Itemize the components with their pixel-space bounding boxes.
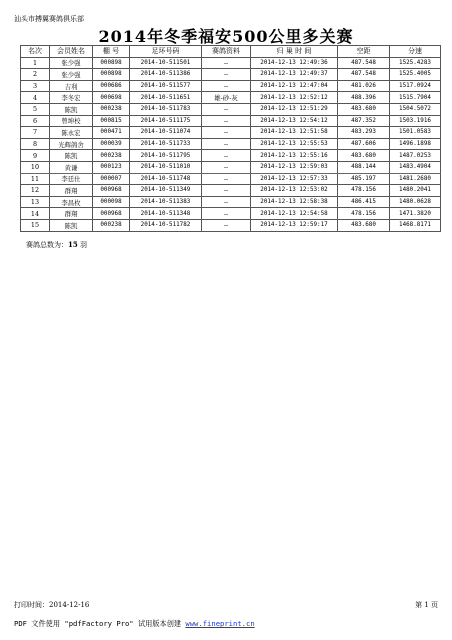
cell-ring: 2014-10-511386 bbox=[130, 69, 202, 81]
cell-arrival: 2014-12-13 12:55:16 bbox=[251, 150, 338, 162]
col-rank-header: 名次 bbox=[21, 46, 50, 58]
cell-member: 张少强 bbox=[50, 69, 93, 81]
cell-distance: 487.548 bbox=[338, 69, 390, 81]
table-header-row bbox=[21, 46, 441, 58]
table-row bbox=[21, 103, 441, 115]
cell-speed: 1481.2680 bbox=[390, 173, 441, 185]
page-title: 2014年冬季福安500公里多关赛 bbox=[98, 27, 354, 46]
cell-speed: 1504.5072 bbox=[390, 103, 441, 115]
cell-loft: 000098 bbox=[93, 196, 130, 208]
table-row bbox=[21, 80, 441, 92]
cell-distance: 478.156 bbox=[338, 185, 390, 197]
cell-arrival: 2014-12-13 12:53:02 bbox=[251, 185, 338, 197]
cell-arrival: 2014-12-13 12:55:53 bbox=[251, 138, 338, 150]
cell-member: 李廷仕 bbox=[50, 173, 93, 185]
cell-speed: 1487.0253 bbox=[390, 150, 441, 162]
cell-loft: 000968 bbox=[93, 185, 130, 197]
page-number: 第 1 页 bbox=[415, 601, 438, 609]
cell-distance: 483.293 bbox=[338, 127, 390, 139]
cell-rank: 3 bbox=[21, 80, 50, 92]
total-number: 15 bbox=[68, 240, 78, 249]
cell-pigeon-info: -- bbox=[202, 57, 251, 69]
cell-speed: 1480.2041 bbox=[390, 185, 441, 197]
cell-distance: 478.156 bbox=[338, 208, 390, 220]
cell-arrival: 2014-12-13 12:54:58 bbox=[251, 208, 338, 220]
cell-pigeon-info: -- bbox=[202, 138, 251, 150]
cell-speed: 1517.0924 bbox=[390, 80, 441, 92]
cell-ring: 2014-10-511348 bbox=[130, 208, 202, 220]
table-row bbox=[21, 208, 441, 220]
cell-distance: 487.606 bbox=[338, 138, 390, 150]
cell-rank: 4 bbox=[21, 92, 50, 104]
print-time: 打印时间：2014-12-16 bbox=[14, 601, 90, 609]
cell-member: 陈凯 bbox=[50, 150, 93, 162]
cell-member: 曾坤校 bbox=[50, 115, 93, 127]
cell-ring: 2014-10-511748 bbox=[130, 173, 202, 185]
cell-speed: 1525.4283 bbox=[390, 57, 441, 69]
cell-arrival: 2014-12-13 12:49:36 bbox=[251, 57, 338, 69]
cell-speed: 1468.8171 bbox=[390, 219, 441, 231]
cell-rank: 15 bbox=[21, 219, 50, 231]
club-name: 汕头市搏翼赛鸽俱乐部 bbox=[14, 15, 84, 23]
cell-pigeon-info: -- bbox=[202, 185, 251, 197]
cell-loft: 000686 bbox=[93, 80, 130, 92]
cell-rank: 10 bbox=[21, 161, 50, 173]
cell-pigeon-info: -- bbox=[202, 80, 251, 92]
cell-rank: 9 bbox=[21, 150, 50, 162]
table-row bbox=[21, 185, 441, 197]
cell-arrival: 2014-12-13 12:51:58 bbox=[251, 127, 338, 139]
cell-rank: 8 bbox=[21, 138, 50, 150]
cell-distance: 487.548 bbox=[338, 57, 390, 69]
cell-loft: 000471 bbox=[93, 127, 130, 139]
cell-arrival: 2014-12-13 12:51:29 bbox=[251, 103, 338, 115]
col-distance-header: 空距 bbox=[338, 46, 390, 58]
cell-arrival: 2014-12-13 12:47:04 bbox=[251, 80, 338, 92]
cell-distance: 486.415 bbox=[338, 196, 390, 208]
pdf-notice: PDF 文件使用 "pdfFactory Pro" 试用版本创建 bbox=[14, 619, 182, 628]
cell-speed: 1483.4904 bbox=[390, 161, 441, 173]
cell-distance: 483.680 bbox=[338, 150, 390, 162]
cell-rank: 14 bbox=[21, 208, 50, 220]
cell-speed: 1471.3820 bbox=[390, 208, 441, 220]
col-pigeon-info-header: 赛鸽资料 bbox=[202, 46, 251, 58]
cell-ring: 2014-10-511175 bbox=[130, 115, 202, 127]
cell-pigeon-info: -- bbox=[202, 103, 251, 115]
cell-distance: 483.680 bbox=[338, 219, 390, 231]
cell-ring: 2014-10-511074 bbox=[130, 127, 202, 139]
table-row bbox=[21, 219, 441, 231]
col-arrival-header: 归 巢 时 间 bbox=[251, 46, 338, 58]
cell-pigeon-info: -- bbox=[202, 219, 251, 231]
cell-arrival: 2014-12-13 12:59:03 bbox=[251, 161, 338, 173]
table-row bbox=[21, 161, 441, 173]
cell-loft: 000968 bbox=[93, 208, 130, 220]
cell-ring: 2014-10-511501 bbox=[130, 57, 202, 69]
cell-member: 光辉鸽舍 bbox=[50, 138, 93, 150]
table-row bbox=[21, 92, 441, 104]
cell-rank: 13 bbox=[21, 196, 50, 208]
cell-rank: 5 bbox=[21, 103, 50, 115]
cell-rank: 12 bbox=[21, 185, 50, 197]
cell-pigeon-info: 雄-砂-灰 bbox=[202, 92, 251, 104]
cell-arrival: 2014-12-13 12:59:17 bbox=[251, 219, 338, 231]
cell-loft: 000007 bbox=[93, 173, 130, 185]
cell-speed: 1480.0628 bbox=[390, 196, 441, 208]
cell-speed: 1496.1898 bbox=[390, 138, 441, 150]
cell-member: 陈凯 bbox=[50, 103, 93, 115]
table-row bbox=[21, 150, 441, 162]
cell-arrival: 2014-12-13 12:49:37 bbox=[251, 69, 338, 81]
cell-ring: 2014-10-511349 bbox=[130, 185, 202, 197]
cell-ring: 2014-10-511010 bbox=[130, 161, 202, 173]
cell-speed: 1501.0583 bbox=[390, 127, 441, 139]
cell-arrival: 2014-12-13 12:58:38 bbox=[251, 196, 338, 208]
cell-arrival: 2014-12-13 12:57:33 bbox=[251, 173, 338, 185]
cell-distance: 481.026 bbox=[338, 80, 390, 92]
cell-arrival: 2014-12-13 12:52:12 bbox=[251, 92, 338, 104]
results-table bbox=[20, 45, 441, 232]
cell-member: 群翔 bbox=[50, 185, 93, 197]
cell-distance: 488.144 bbox=[338, 161, 390, 173]
cell-rank: 7 bbox=[21, 127, 50, 139]
cell-speed: 1515.7904 bbox=[390, 92, 441, 104]
cell-speed: 1525.4005 bbox=[390, 69, 441, 81]
cell-loft: 000039 bbox=[93, 138, 130, 150]
cell-ring: 2014-10-511782 bbox=[130, 219, 202, 231]
total-label: 赛鸽总数为： bbox=[26, 241, 68, 249]
cell-rank: 6 bbox=[21, 115, 50, 127]
cell-pigeon-info: -- bbox=[202, 69, 251, 81]
cell-distance: 485.197 bbox=[338, 173, 390, 185]
cell-speed: 1503.1916 bbox=[390, 115, 441, 127]
cell-pigeon-info: -- bbox=[202, 150, 251, 162]
cell-ring: 2014-10-511795 bbox=[130, 150, 202, 162]
col-speed-header: 分速 bbox=[390, 46, 441, 58]
cell-rank: 1 bbox=[21, 57, 50, 69]
cell-ring: 2014-10-511577 bbox=[130, 80, 202, 92]
cell-member: 李冬宏 bbox=[50, 92, 93, 104]
cell-member: 黄谦 bbox=[50, 161, 93, 173]
cell-distance: 488.396 bbox=[338, 92, 390, 104]
cell-member: 张少强 bbox=[50, 57, 93, 69]
cell-arrival: 2014-12-13 12:54:12 bbox=[251, 115, 338, 127]
cell-member: 吉利 bbox=[50, 80, 93, 92]
cell-loft: 000238 bbox=[93, 150, 130, 162]
total-count bbox=[26, 240, 87, 250]
cell-ring: 2014-10-511783 bbox=[130, 103, 202, 115]
cell-member: 陈永宏 bbox=[50, 127, 93, 139]
cell-member: 李昌枚 bbox=[50, 196, 93, 208]
cell-loft: 000898 bbox=[93, 69, 130, 81]
cell-ring: 2014-10-511733 bbox=[130, 138, 202, 150]
cell-distance: 487.352 bbox=[338, 115, 390, 127]
cell-loft: 000238 bbox=[93, 103, 130, 115]
table-row bbox=[21, 173, 441, 185]
pdf-footer bbox=[14, 619, 255, 629]
cell-distance: 483.680 bbox=[338, 103, 390, 115]
cell-rank: 11 bbox=[21, 173, 50, 185]
cell-pigeon-info: -- bbox=[202, 196, 251, 208]
cell-pigeon-info: -- bbox=[202, 173, 251, 185]
table-row bbox=[21, 57, 441, 69]
cell-rank: 2 bbox=[21, 69, 50, 81]
total-unit: 羽 bbox=[79, 241, 87, 249]
cell-loft: 000698 bbox=[93, 92, 130, 104]
cell-loft: 000238 bbox=[93, 219, 130, 231]
cell-loft: 000123 bbox=[93, 161, 130, 173]
cell-member: 陈凯 bbox=[50, 219, 93, 231]
cell-loft: 000815 bbox=[93, 115, 130, 127]
cell-pigeon-info: -- bbox=[202, 161, 251, 173]
cell-pigeon-info: -- bbox=[202, 115, 251, 127]
col-member-header: 会员姓名 bbox=[50, 46, 93, 58]
table-row bbox=[21, 127, 441, 139]
table-row bbox=[21, 115, 441, 127]
table-row bbox=[21, 138, 441, 150]
cell-member: 群翔 bbox=[50, 208, 93, 220]
cell-pigeon-info: -- bbox=[202, 127, 251, 139]
col-loft-header: 棚 号 bbox=[93, 46, 130, 58]
cell-ring: 2014-10-511383 bbox=[130, 196, 202, 208]
cell-pigeon-info: -- bbox=[202, 208, 251, 220]
table-row bbox=[21, 69, 441, 81]
col-ring-header: 足环号码 bbox=[130, 46, 202, 58]
cell-ring: 2014-10-511651 bbox=[130, 92, 202, 104]
cell-loft: 000898 bbox=[93, 57, 130, 69]
table-row bbox=[21, 196, 441, 208]
fineprint-link[interactable]: www.fineprint.cn bbox=[185, 619, 255, 628]
